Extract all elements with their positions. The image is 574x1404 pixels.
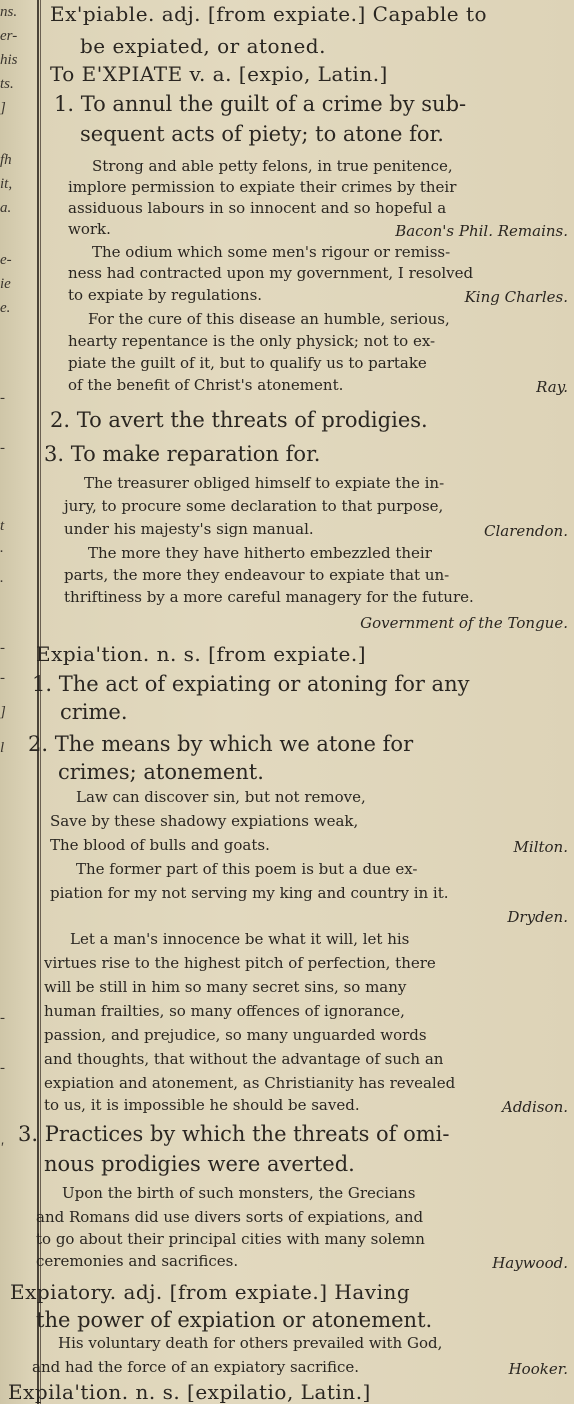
quotation-line: ness had contracted upon my government, I resolved xyxy=(68,264,474,282)
definition-line: Expila'tion. n. s. [expilatio, Latin.] xyxy=(8,1380,371,1404)
citation-source: Haywood. xyxy=(492,1254,568,1272)
definition-line: Expiatory. adj. [from expiate.] Having xyxy=(10,1280,411,1304)
quotation-line: piate the guilt of it, but to qualify us to partake xyxy=(68,354,427,372)
definition-line: nous prodigies were averted. xyxy=(44,1152,355,1176)
definition-line: 3. Practices by which the threats of omi- xyxy=(18,1122,450,1146)
left-margin-fragment: t xyxy=(0,518,5,534)
definition-line: 1. The act of expiating or atoning for any xyxy=(32,672,470,696)
quotation-line: to go about their principal cities with many solemn xyxy=(36,1230,425,1248)
left-margin-fragment: his xyxy=(0,52,18,68)
quotation-line: His voluntary death for others prevailed with God, xyxy=(58,1334,443,1352)
quotation-line: human frailties, so many offences of ignorance, xyxy=(44,1002,405,1020)
left-margin-fragment: e. xyxy=(0,300,11,316)
definition-line: crimes; atonement. xyxy=(58,760,264,784)
left-margin-fragment: er- xyxy=(0,28,18,44)
citation-source: Clarendon. xyxy=(484,522,568,540)
quotation-line: passion, and prejudice, so many unguarded words xyxy=(44,1026,427,1044)
left-margin-fragment: a. xyxy=(0,200,12,216)
quotation-line: Let a man's innocence be what it will, let his xyxy=(70,930,410,948)
left-margin-fragment: - xyxy=(0,1010,5,1026)
quotation-line: Save by these shadowy expiations weak, xyxy=(50,812,359,830)
citation-source: Addison. xyxy=(502,1098,568,1116)
left-margin-fragment: . xyxy=(0,570,4,586)
quotation-line: The odium which some men's rigour or remiss- xyxy=(92,243,451,261)
definition-line: be expiated, or atoned. xyxy=(80,34,326,58)
left-margin-fragment: ' xyxy=(0,1140,4,1156)
quotation-line: jury, to procure some declaration to that purpose, xyxy=(64,497,444,515)
quotation-line: Strong and able petty felons, in true penitence, xyxy=(92,157,453,175)
quotation-line: and Romans did use divers sorts of expiations, and xyxy=(36,1208,424,1226)
quotation-line: The treasurer obliged himself to expiate the in- xyxy=(84,474,445,492)
quotation-line: piation for my not serving my king and country in it. xyxy=(50,884,449,902)
definition-line: crime. xyxy=(60,700,128,724)
left-margin-fragment: - xyxy=(0,390,5,406)
definition-line: 3. To make reparation for. xyxy=(44,442,321,466)
quotation-line: will be still in him so many secret sins, so many xyxy=(44,978,407,996)
column-rule-inner xyxy=(40,0,41,1404)
column-rule xyxy=(37,0,39,1404)
left-margin-fragment: ie xyxy=(0,276,11,292)
quotation-line: work. xyxy=(68,220,111,238)
quotation-line: hearty repentance is the only physick; not to ex- xyxy=(68,332,436,350)
quotation-line: and had the force of an expiatory sacrifice. xyxy=(32,1358,360,1376)
quotation-line: thriftiness by a more careful managery for the future. xyxy=(64,588,474,606)
left-column-fragment xyxy=(0,0,30,1404)
citation-source: Bacon's Phil. Remains. xyxy=(395,222,568,240)
left-margin-fragment: it, xyxy=(0,176,13,192)
quotation-line: under his majesty's sign manual. xyxy=(64,520,314,538)
left-margin-fragment: l xyxy=(0,740,5,756)
left-margin-fragment: . xyxy=(0,540,4,556)
quotation-line: Law can discover sin, but not remove, xyxy=(76,788,366,806)
left-margin-fragment: fh xyxy=(0,152,12,168)
definition-line: 2. The means by which we atone for xyxy=(28,732,414,756)
quotation-line: assiduous labours in so innocent and so hopeful a xyxy=(68,199,447,217)
left-margin-fragment: - xyxy=(0,440,5,456)
left-margin-fragment: ] xyxy=(0,704,6,720)
definition-line: Ex'piable. adj. [from expiate.] Capable to xyxy=(50,2,488,26)
quotation-line: expiation and atonement, as Christianity has revealed xyxy=(44,1074,456,1092)
quotation-line: virtues rise to the highest pitch of perfection, there xyxy=(44,954,436,972)
citation-source: Hooker. xyxy=(508,1360,568,1378)
quotation-line: The former part of this poem is but a due ex- xyxy=(76,860,418,878)
quotation-line: to us, it is impossible he should be saved. xyxy=(44,1096,360,1114)
left-margin-fragment: - xyxy=(0,1060,5,1076)
definition-line: 1. To annul the guilt of a crime by sub- xyxy=(54,92,467,116)
left-margin-fragment: - xyxy=(0,670,5,686)
definition-line: 2. To avert the threats of prodigies. xyxy=(50,408,428,432)
left-margin-fragment: ] xyxy=(0,100,6,116)
quotation-line: and thoughts, that without the advantage of such an xyxy=(44,1050,444,1068)
definition-line: the power of expiation or atonement. xyxy=(36,1308,433,1332)
left-margin-fragment: e- xyxy=(0,252,12,268)
left-margin-fragment: - xyxy=(0,640,5,656)
quotation-line: of the benefit of Christ's atonement. xyxy=(68,376,344,394)
quotation-line: Upon the birth of such monsters, the Grecians xyxy=(62,1184,416,1202)
quotation-line: implore permission to expiate their crimes by their xyxy=(68,178,457,196)
quotation-line: For the cure of this disease an humble, serious, xyxy=(88,310,450,328)
citation-source: Ray. xyxy=(536,378,568,396)
quotation-line: ceremonies and sacrifices. xyxy=(36,1252,239,1270)
definition-line: To E'XPIATE v. a. [expio, Latin.] xyxy=(50,62,388,86)
definition-line: Expia'tion. n. s. [from expiate.] xyxy=(36,642,367,666)
quotation-line: The blood of bulls and goats. xyxy=(50,836,270,854)
left-margin-fragment: ns. xyxy=(0,4,18,20)
citation-source: Government of the Tongue. xyxy=(360,614,568,632)
citation-source: Milton. xyxy=(513,838,568,856)
left-margin-fragment: ts. xyxy=(0,76,14,92)
quotation-line: The more they have hitherto embezzled their xyxy=(88,544,432,562)
quotation-line: to expiate by regulations. xyxy=(68,286,263,304)
citation-source: Dryden. xyxy=(507,908,568,926)
citation-source: King Charles. xyxy=(464,288,568,306)
quotation-line: parts, the more they endeavour to expiate that un- xyxy=(64,566,450,584)
definition-line: sequent acts of piety; to atone for. xyxy=(80,122,444,146)
